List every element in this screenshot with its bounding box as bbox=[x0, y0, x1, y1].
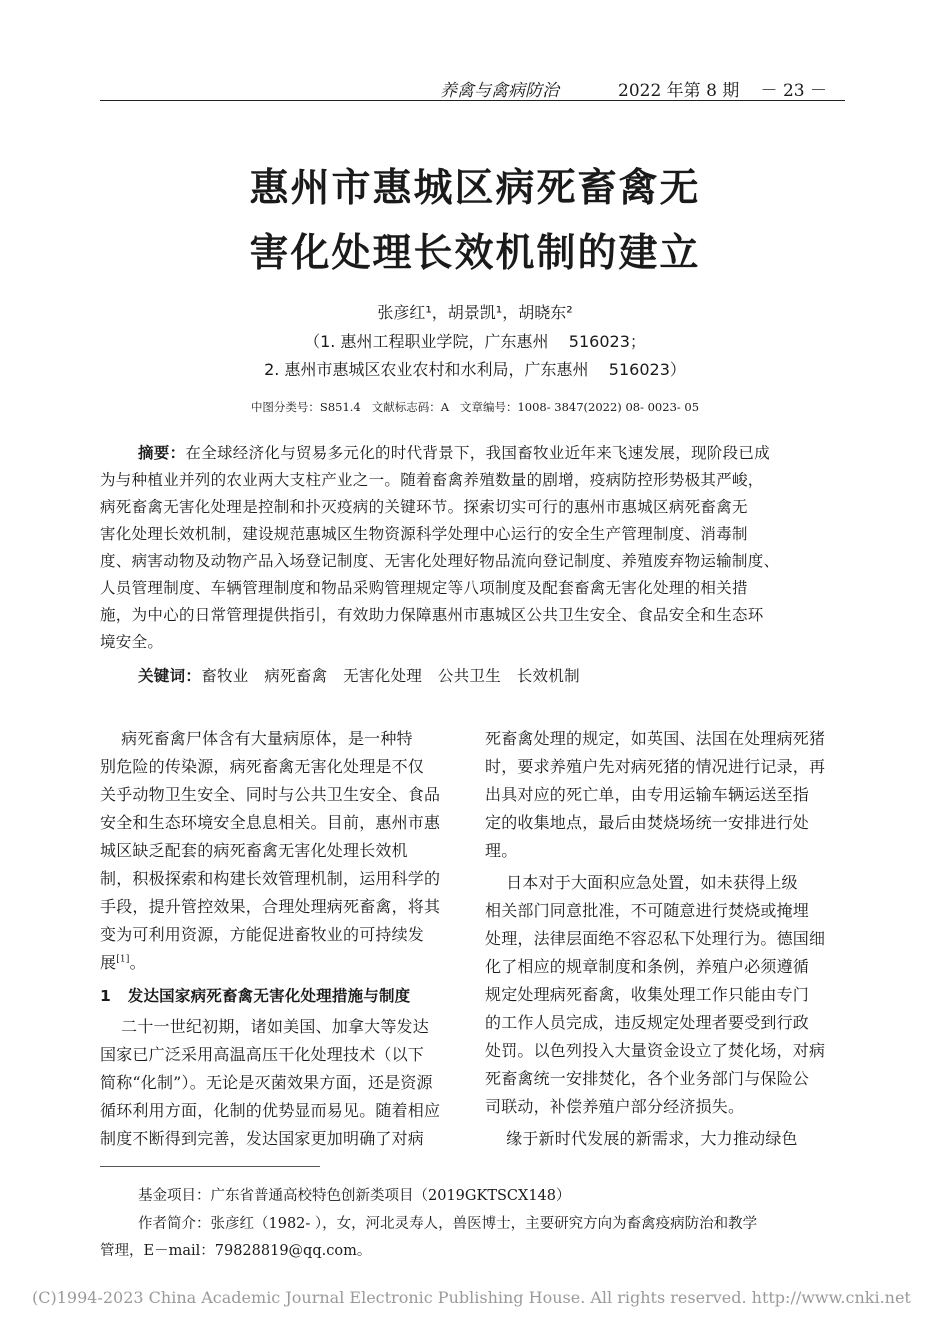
body-line: 司联动，补偿养殖户部分经济损失。 bbox=[485, 1097, 745, 1116]
keywords-label: 关键词： bbox=[138, 667, 202, 685]
page-number: － 23 － bbox=[760, 81, 827, 101]
body-line: 处罚。以色列投入大量资金设立了焚化场，对病 bbox=[485, 1041, 826, 1060]
abstract-line: 病死畜禽无害化处理是控制和扑灭疫病的关键环节。探索切实可行的惠州市惠城区病死畜禽无 bbox=[100, 498, 748, 516]
abstract-line: 摘要：在全球经济化与贸易多元化的时代背景下，我国畜牧业近年来飞速发展，现阶段已成 bbox=[138, 444, 771, 462]
body-line: 时，要求养殖户先对病死猪的情况进行记录，再 bbox=[485, 757, 826, 776]
body-line: 规定处理病死畜禽，收集处理工作只能由专门 bbox=[485, 985, 810, 1004]
body-line: 循环利用方面，化制的优势显而易见。随着相应 bbox=[100, 1101, 441, 1120]
body-line: 的工作人员完成，违反规定处理者要受到行政 bbox=[485, 1013, 810, 1032]
abstract-line: 度、病害动物及动物产品入场登记制度、无害化处理好物品流向登记制度、养殖废弃物运输制度、 bbox=[100, 552, 780, 570]
body-line: 缘于新时代发展的新需求，大力推动绿色 bbox=[485, 1129, 798, 1148]
author-bio: 作者简介：张彦红（1982- ），女，河北灵寿人，兽医博士，主要研究方向为畜禽疫病防治和教学 bbox=[138, 1216, 758, 1232]
body-line: 展[1]。 bbox=[100, 953, 146, 972]
title-line-2: 害化处理长效机制的建立 bbox=[249, 231, 701, 276]
footnote-rule bbox=[100, 1166, 320, 1167]
classification-line: 中图分类号：S851.4 文献标志码：A 文章编号：1008- 3847(2022) 08- 0023- 05 bbox=[250, 400, 700, 414]
abstract-line: 害化处理长效机制，建设规范惠城区生物资源科学处理中心运行的安全生产管理制度、消毒制 bbox=[100, 525, 748, 543]
body-line: 定的收集地点，最后由焚烧场统一安排进行处 bbox=[485, 813, 810, 832]
issue-number: 2022 年第 8 期 bbox=[618, 81, 740, 101]
section-heading-1: 1 发达国家病死畜禽无害化处理措施与制度 bbox=[100, 987, 411, 1005]
abstract-line: 施，为中心的日常管理提供指引，有效助力保障惠州市惠城区公共卫生安全、食品安全和生态环 bbox=[100, 606, 764, 624]
keywords-text: 畜牧业 病死畜禽 无害化处理 公共卫生 长效机制 bbox=[201, 667, 580, 685]
header-rule bbox=[100, 100, 845, 101]
body-line: 变为可利用资源，方能促进畜牧业的可持续发 bbox=[100, 925, 425, 944]
body-line: 理。 bbox=[485, 841, 518, 860]
body-line: 简称“化制”）。无论是灭菌效果方面，还是资源 bbox=[100, 1073, 433, 1092]
body-line: 病死畜禽尸体含有大量病原体，是一种特 bbox=[100, 729, 413, 748]
body-line: 死畜禽处理的规定，如英国、法国在处理病死猪 bbox=[485, 729, 826, 748]
body-line: 别危险的传染源，病死畜禽无害化处理是不仅 bbox=[100, 757, 425, 776]
body-line: 国家已广泛采用高温高压干化处理技术（以下 bbox=[100, 1045, 425, 1064]
body-line: 二十一世纪初期，诸如美国、加拿大等发达 bbox=[100, 1017, 429, 1036]
body-line: 化了相应的规章制度和条例，养殖户必须遵循 bbox=[485, 957, 810, 976]
body-line: 制度不断得到完善，发达国家更加明确了对病 bbox=[100, 1129, 425, 1148]
abstract-label: 摘要： bbox=[138, 444, 186, 462]
body-line: 日本对于大面积应急处置，如未获得上级 bbox=[485, 873, 798, 892]
body-line: 城区缺乏配套的病死畜禽无害化处理长效机 bbox=[100, 841, 408, 860]
body-line: 制，积极探索和构建长效管理机制，运用科学的 bbox=[100, 869, 441, 888]
copyright-line: (C)1994-2023 China Academic Journal Electronic Publishing House. All rights reserved. http://www.cnki.net bbox=[32, 1288, 911, 1307]
journal-name: 养禽与禽病防治 bbox=[440, 81, 559, 101]
body-line: 安全和生态环境安全息息相关。目前，惠州市惠 bbox=[100, 813, 441, 832]
authors: 张彦红¹，胡景凯¹，胡晓东² bbox=[377, 303, 573, 322]
running-header bbox=[440, 76, 845, 101]
body-line: 相关部门同意批准，不可随意进行焚烧或掩埋 bbox=[485, 901, 810, 920]
abstract-line: 人员管理制度、车辆管理制度和物品采购管理规定等八项制度及配套畜禽无害化处理的相关措 bbox=[100, 579, 748, 597]
body-line: 处理，法律层面绝不容忍私下处理行为。德国细 bbox=[485, 929, 826, 948]
funding-note: 基金项目：广东省普通高校特色创新类项目（2019GKTSCX148） bbox=[138, 1188, 571, 1204]
body-line: 出具对应的死亡单，由专用运输车辆运送至指 bbox=[485, 785, 810, 804]
affiliation-1: （1. 惠州工程职业学院，广东惠州 516023； bbox=[304, 332, 646, 351]
abstract-line: 境安全。 bbox=[100, 633, 164, 651]
title-line-1: 惠州市惠城区病死畜禽无 bbox=[249, 166, 701, 211]
abstract-line: 为与种植业并列的农业两大支柱产业之一。随着畜禽养殖数量的剧增，疫病防控形势极其严峻， bbox=[100, 471, 764, 489]
author-bio-cont: 管理，E－mail：79828819@qq.com。 bbox=[100, 1243, 372, 1259]
affiliation-2: 2. 惠州市惠城区农业农村和水利局，广东惠州 516023） bbox=[264, 360, 686, 379]
body-line: 手段，提升管控效果，合理处理病死畜禽，将其 bbox=[100, 897, 441, 916]
citation-ref: [1] bbox=[116, 954, 130, 965]
body-line: 死畜禽统一安排焚化，各个业务部门与保险公 bbox=[485, 1069, 810, 1088]
body-line: 关乎动物卫生安全、同时与公共卫生安全、食品 bbox=[100, 785, 441, 804]
keywords bbox=[138, 664, 883, 686]
